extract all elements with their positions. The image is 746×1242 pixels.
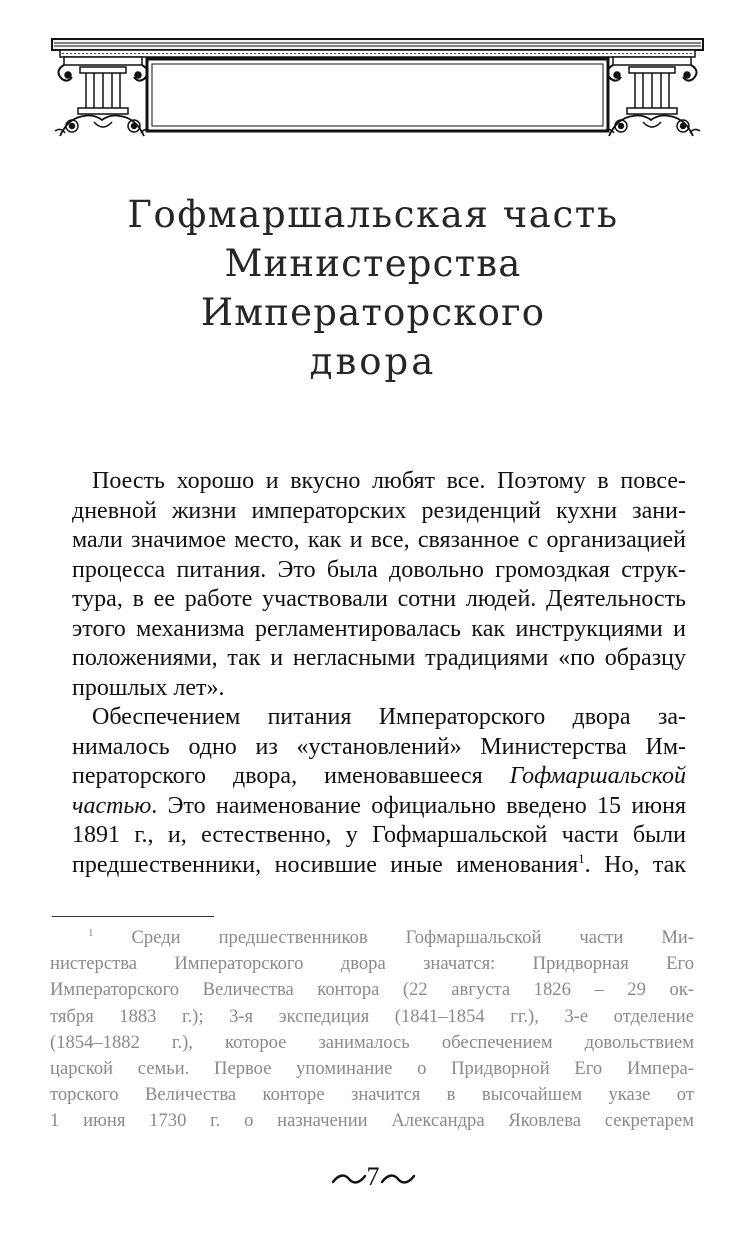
- page-number-value: 7: [366, 1162, 380, 1191]
- text-line: 1891 г., и, естественно, у Гофмаршальской части были: [72, 822, 686, 848]
- chapter-title-line: Министерства Императорского: [200, 242, 546, 334]
- chapter-title-line: двора: [309, 340, 437, 383]
- header-ornament: [50, 36, 705, 141]
- text-line: частью. Это наименование официально введено 15 июня: [72, 792, 686, 819]
- text-line: нималось одно из «установлений» Министерства Им-: [72, 733, 686, 760]
- text-line: положениями, так и негласными традициями «по образцу: [72, 645, 686, 671]
- footnote-line: (1854–1882 г.), которое занималось обеспечением довольствием: [50, 1031, 694, 1053]
- text-line: Поесть хорошо и вкусно любят все. Поэтому в повсе-: [92, 468, 686, 494]
- text-line: мали значимое место, как и все, связанное с организацией: [72, 527, 686, 553]
- text-line: процесса питания. Это была довольно громоздкая струк-: [72, 556, 686, 583]
- footnote-line: торского Величества конторе значится в высочайшем указе от: [50, 1084, 694, 1106]
- page-number: [300, 1162, 446, 1192]
- italic-term: частью: [72, 792, 152, 819]
- left-column-icon: [55, 57, 151, 136]
- footnote-line: Императорского Величества контора (22 августа 1826 – 29 ок-: [50, 979, 694, 1001]
- text-line: тура, в ее работе участвовали сотни людей. Деятельность: [72, 586, 686, 612]
- text-line: предшественники, носившие иные именования$^1$. Но, так: [72, 850, 686, 878]
- swash-left-icon: [331, 1172, 367, 1186]
- cornice: [52, 39, 703, 57]
- right-column-icon: [604, 57, 700, 136]
- swash-right-icon: [380, 1172, 416, 1186]
- chapter-title: [60, 190, 686, 386]
- footnote-divider: [52, 916, 214, 917]
- paragraph-2: [72, 703, 686, 880]
- text-line: Обеспечением питания Императорского двора за-: [92, 704, 686, 730]
- footnote-ref[interactable]: 1: [578, 850, 585, 866]
- body-text: [72, 467, 686, 880]
- text-line: ператорского двора, именовавшееся Гофмаршальской: [72, 763, 686, 789]
- text-line: дневной жизни императорских резиденций кухни зани-: [72, 497, 686, 524]
- italic-term: Гофмаршальской: [509, 763, 686, 789]
- footnote-line: тября 1883 г.); 3-я экспедиция (1841–1854 гг.), 3-е отделение: [50, 1005, 694, 1027]
- footnote-line: нистерства Императорского двора значатся: Придворная Его: [50, 953, 694, 975]
- footnote-line: царской семьи. Первое упоминание о Придворной Его Импера-: [50, 1058, 694, 1080]
- footnote-marker: 1: [88, 927, 94, 939]
- chapter-title-line: Гофмаршальская часть: [127, 193, 619, 236]
- text-line: прошлых лет».: [72, 674, 225, 701]
- text-line: этого механизма регламентировалась как инструкциями и: [72, 615, 686, 642]
- footnote-line: $^1$ Среди предшественников Гофмаршальской части Ми-: [88, 927, 694, 948]
- paragraph-1: [72, 467, 686, 703]
- header-panel: [147, 59, 608, 131]
- footnote: [50, 925, 694, 1135]
- footnote-line: 1 июня 1730 г. о назначении Александра Яковлева секретарем: [50, 1110, 694, 1132]
